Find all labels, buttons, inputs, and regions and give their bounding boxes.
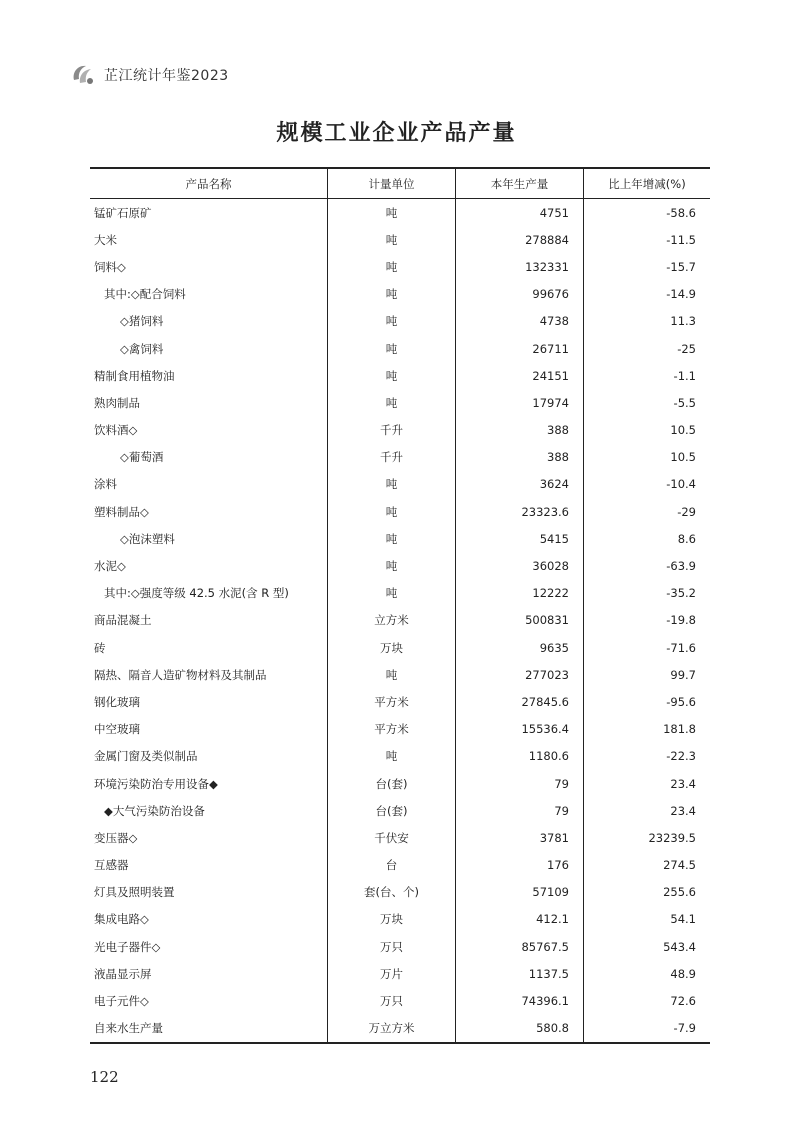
output-cell: 26711 bbox=[456, 335, 584, 362]
growth-cell: -22.3 bbox=[666, 749, 696, 764]
product-name-cell: ◇禽饲料 bbox=[90, 335, 328, 362]
growth-cell: -95.6 bbox=[666, 694, 696, 709]
unit-cell: 万块 bbox=[328, 634, 456, 661]
unit-cell: 吨 bbox=[328, 281, 456, 308]
product-name-cell: 锰矿石原矿 bbox=[90, 199, 328, 226]
unit-cell: 吨 bbox=[328, 661, 456, 688]
output-cell: 15536.4 bbox=[456, 716, 584, 743]
table-row bbox=[90, 308, 710, 335]
growth-cell: 181.8 bbox=[663, 722, 696, 737]
unit-cell: 万只 bbox=[328, 987, 456, 1014]
growth-cell: -7.9 bbox=[673, 1021, 696, 1036]
page-title: 规模工业企业产品产量 bbox=[276, 120, 517, 146]
product-name-cell: 其中:◇强度等级 42.5 水泥(含 R 型) bbox=[90, 580, 328, 607]
product-name-cell: 隔热、隔音人造矿物材料及其制品 bbox=[90, 661, 328, 688]
table-row bbox=[90, 471, 710, 498]
output-cell: 277023 bbox=[456, 661, 584, 688]
growth-cell: 54.1 bbox=[670, 912, 696, 927]
column-header-output: 本年生产量 bbox=[456, 169, 584, 198]
growth-cell: 274.5 bbox=[663, 858, 696, 873]
output-cell: 580.8 bbox=[456, 1015, 584, 1042]
product-output-table bbox=[90, 167, 710, 1044]
table-row bbox=[90, 362, 710, 389]
product-name-cell: 涂料 bbox=[90, 471, 328, 498]
product-name-cell: ◆大气污染防治设备 bbox=[90, 797, 328, 824]
growth-cell: -15.7 bbox=[666, 259, 696, 274]
book-title: 芷江统计年鉴2023 bbox=[104, 68, 229, 84]
product-name-cell: 变压器◇ bbox=[90, 824, 328, 851]
table-row bbox=[90, 552, 710, 579]
table-row bbox=[90, 444, 710, 471]
growth-cell: 48.9 bbox=[670, 966, 696, 981]
unit-cell: 套(台、个) bbox=[328, 879, 456, 906]
table-row bbox=[90, 498, 710, 525]
table-row bbox=[90, 852, 710, 879]
product-name-cell: 水泥◇ bbox=[90, 552, 328, 579]
growth-cell: 23239.5 bbox=[648, 830, 696, 845]
growth-cell: -10.4 bbox=[666, 477, 696, 492]
table-row bbox=[90, 879, 710, 906]
unit-cell: 吨 bbox=[328, 253, 456, 280]
unit-cell: 万片 bbox=[328, 960, 456, 987]
product-name-cell: 金属门窗及类似制品 bbox=[90, 743, 328, 770]
growth-cell: 255.6 bbox=[663, 885, 696, 900]
growth-cell: 11.3 bbox=[670, 314, 696, 329]
unit-cell: 吨 bbox=[328, 362, 456, 389]
column-header-unit: 计量单位 bbox=[328, 169, 456, 198]
output-cell: 278884 bbox=[456, 226, 584, 253]
output-cell: 1180.6 bbox=[456, 743, 584, 770]
output-cell: 5415 bbox=[456, 525, 584, 552]
table-row bbox=[90, 226, 710, 253]
output-cell: 24151 bbox=[456, 362, 584, 389]
table-row bbox=[90, 199, 710, 226]
unit-cell: 台(套) bbox=[328, 770, 456, 797]
table-row bbox=[90, 716, 710, 743]
product-name-cell: ◇葡萄酒 bbox=[90, 444, 328, 471]
product-name-cell: 砖 bbox=[90, 634, 328, 661]
growth-cell: 8.6 bbox=[677, 531, 696, 546]
output-cell: 388 bbox=[456, 444, 584, 471]
unit-cell: 千升 bbox=[328, 417, 456, 444]
output-cell: 3624 bbox=[456, 471, 584, 498]
output-cell: 17974 bbox=[456, 389, 584, 416]
growth-cell: 23.4 bbox=[670, 803, 696, 818]
growth-cell: 543.4 bbox=[663, 939, 696, 954]
unit-cell: 吨 bbox=[328, 308, 456, 335]
product-name-cell: 大米 bbox=[90, 226, 328, 253]
output-cell: 79 bbox=[456, 797, 584, 824]
growth-cell: -11.5 bbox=[666, 232, 696, 247]
unit-cell: 吨 bbox=[328, 525, 456, 552]
product-name-cell: 商品混凝土 bbox=[90, 607, 328, 634]
table-row bbox=[90, 743, 710, 770]
unit-cell: 台 bbox=[328, 852, 456, 879]
product-name-cell: 灯具及照明装置 bbox=[90, 879, 328, 906]
output-cell: 3781 bbox=[456, 824, 584, 851]
output-cell: 9635 bbox=[456, 634, 584, 661]
table-row bbox=[90, 389, 710, 416]
table-row bbox=[90, 688, 710, 715]
unit-cell: 平方米 bbox=[328, 688, 456, 715]
yearbook-logo-icon bbox=[70, 62, 96, 88]
table-row bbox=[90, 580, 710, 607]
growth-cell: -63.9 bbox=[666, 559, 696, 574]
output-cell: 99676 bbox=[456, 281, 584, 308]
growth-cell: -1.1 bbox=[673, 368, 696, 383]
unit-cell: 吨 bbox=[328, 226, 456, 253]
table-body bbox=[90, 199, 710, 1042]
output-cell: 4738 bbox=[456, 308, 584, 335]
table-row bbox=[90, 607, 710, 634]
output-cell: 79 bbox=[456, 770, 584, 797]
growth-cell: 99.7 bbox=[670, 667, 696, 682]
unit-cell: 万立方米 bbox=[328, 1015, 456, 1042]
output-cell: 27845.6 bbox=[456, 688, 584, 715]
output-cell: 500831 bbox=[456, 607, 584, 634]
output-cell: 57109 bbox=[456, 879, 584, 906]
product-name-cell: 中空玻璃 bbox=[90, 716, 328, 743]
table-row bbox=[90, 770, 710, 797]
table-row bbox=[90, 634, 710, 661]
product-name-cell: 熟肉制品 bbox=[90, 389, 328, 416]
unit-cell: 平方米 bbox=[328, 716, 456, 743]
unit-cell: 千伏安 bbox=[328, 824, 456, 851]
unit-cell: 吨 bbox=[328, 552, 456, 579]
table-row bbox=[90, 933, 710, 960]
product-name-cell: 光电子器件◇ bbox=[90, 933, 328, 960]
table-row bbox=[90, 987, 710, 1014]
product-name-cell: ◇泡沫塑料 bbox=[90, 525, 328, 552]
output-cell: 4751 bbox=[456, 199, 584, 226]
growth-cell: -71.6 bbox=[666, 640, 696, 655]
unit-cell: 吨 bbox=[328, 335, 456, 362]
column-header-product: 产品名称 bbox=[90, 169, 328, 198]
product-name-cell: 塑料制品◇ bbox=[90, 498, 328, 525]
output-cell: 388 bbox=[456, 417, 584, 444]
unit-cell: 吨 bbox=[328, 743, 456, 770]
growth-cell: 23.4 bbox=[670, 776, 696, 791]
output-cell: 1137.5 bbox=[456, 960, 584, 987]
unit-cell: 吨 bbox=[328, 199, 456, 226]
table-row bbox=[90, 1015, 710, 1042]
growth-cell: -19.8 bbox=[666, 613, 696, 628]
table-row bbox=[90, 281, 710, 308]
output-cell: 85767.5 bbox=[456, 933, 584, 960]
growth-cell: 72.6 bbox=[670, 994, 696, 1009]
table-row bbox=[90, 797, 710, 824]
output-cell: 23323.6 bbox=[456, 498, 584, 525]
output-cell: 176 bbox=[456, 852, 584, 879]
unit-cell: 吨 bbox=[328, 389, 456, 416]
page-number: 122 bbox=[90, 1068, 119, 1086]
unit-cell: 万只 bbox=[328, 933, 456, 960]
growth-cell: -25 bbox=[677, 341, 696, 356]
output-cell: 412.1 bbox=[456, 906, 584, 933]
growth-cell: 10.5 bbox=[670, 450, 696, 465]
product-name-cell: 饲料◇ bbox=[90, 253, 328, 280]
growth-cell: 10.5 bbox=[670, 423, 696, 438]
product-name-cell: ◇猪饲料 bbox=[90, 308, 328, 335]
product-name-cell: 其中:◇配合饲料 bbox=[90, 281, 328, 308]
table-row bbox=[90, 661, 710, 688]
growth-cell: -14.9 bbox=[666, 287, 696, 302]
table-row bbox=[90, 906, 710, 933]
product-name-cell: 自来水生产量 bbox=[90, 1015, 328, 1042]
unit-cell: 千升 bbox=[328, 444, 456, 471]
column-header-growth: 比上年增减(%) bbox=[608, 176, 686, 191]
product-name-cell: 饮料酒◇ bbox=[90, 417, 328, 444]
unit-cell: 吨 bbox=[328, 580, 456, 607]
growth-cell: -5.5 bbox=[673, 395, 696, 410]
output-cell: 74396.1 bbox=[456, 987, 584, 1014]
product-name-cell: 环境污染防治专用设备◆ bbox=[90, 770, 328, 797]
output-cell: 132331 bbox=[456, 253, 584, 280]
growth-cell: -58.6 bbox=[666, 205, 696, 220]
table-row bbox=[90, 417, 710, 444]
product-name-cell: 电子元件◇ bbox=[90, 987, 328, 1014]
unit-cell: 吨 bbox=[328, 498, 456, 525]
table-row bbox=[90, 253, 710, 280]
table-header-row bbox=[90, 169, 710, 199]
running-header bbox=[70, 62, 229, 88]
table-row bbox=[90, 335, 710, 362]
unit-cell: 立方米 bbox=[328, 607, 456, 634]
table-row bbox=[90, 525, 710, 552]
output-cell: 12222 bbox=[456, 580, 584, 607]
unit-cell: 台(套) bbox=[328, 797, 456, 824]
product-name-cell: 精制食用植物油 bbox=[90, 362, 328, 389]
product-name-cell: 互感器 bbox=[90, 852, 328, 879]
output-cell: 36028 bbox=[456, 552, 584, 579]
growth-cell: -35.2 bbox=[666, 586, 696, 601]
table-row bbox=[90, 960, 710, 987]
unit-cell: 吨 bbox=[328, 471, 456, 498]
product-name-cell: 液晶显示屏 bbox=[90, 960, 328, 987]
product-name-cell: 钢化玻璃 bbox=[90, 688, 328, 715]
growth-cell: -29 bbox=[677, 504, 696, 519]
product-name-cell: 集成电路◇ bbox=[90, 906, 328, 933]
table-row bbox=[90, 824, 710, 851]
unit-cell: 万块 bbox=[328, 906, 456, 933]
